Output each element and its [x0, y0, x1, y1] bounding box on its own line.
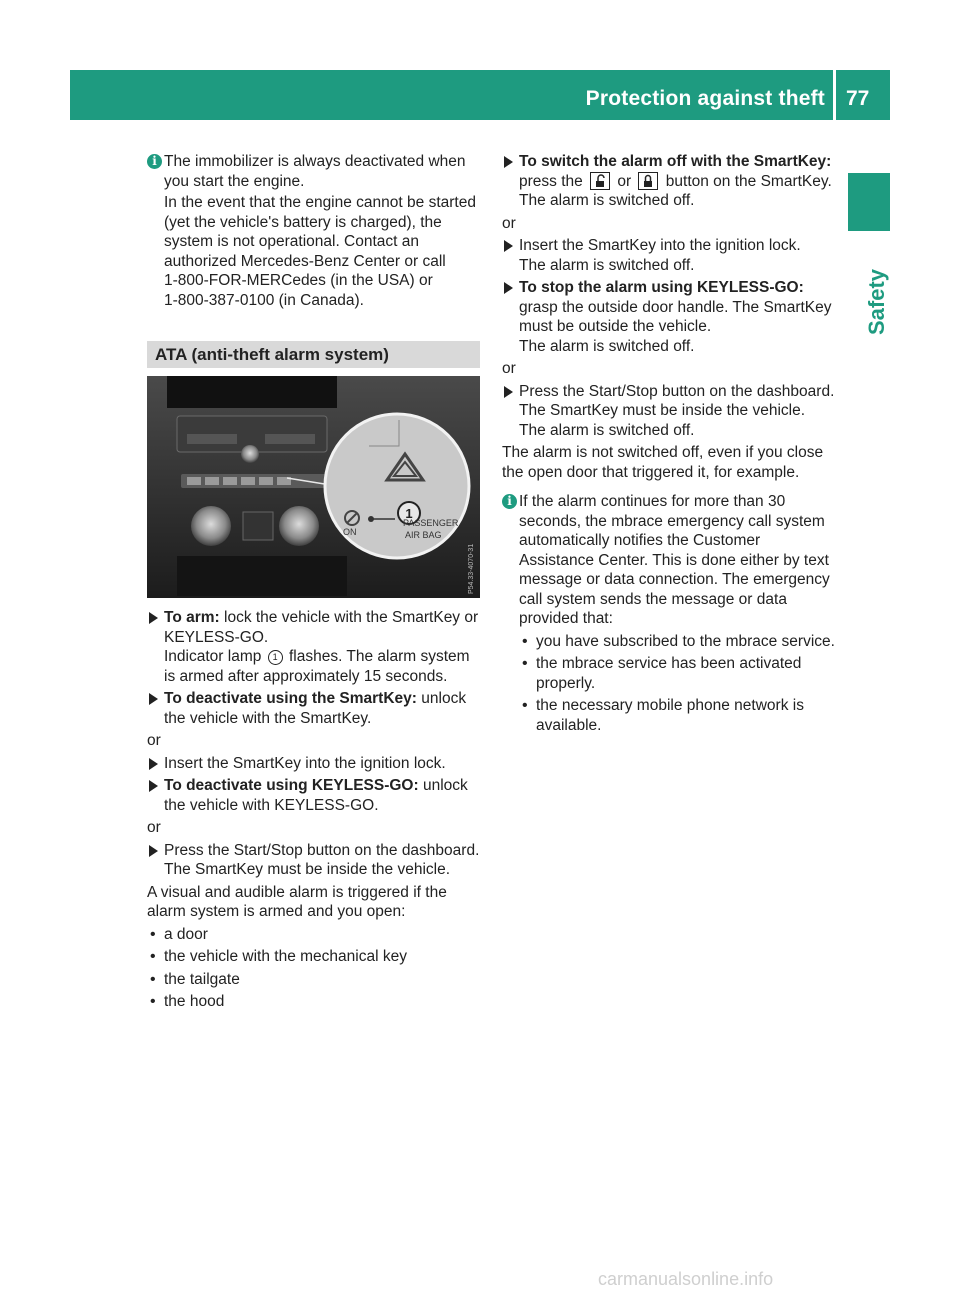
- step-arrow-icon: [504, 386, 513, 398]
- list-item-text: a door: [164, 925, 208, 943]
- bullet-icon: •: [150, 993, 156, 1010]
- step-text: Insert the SmartKey into the ignition lock.: [519, 237, 801, 254]
- footer-watermark: carmanualsonline.info: [598, 1269, 774, 1289]
- alarm-trigger-intro: A visual and audible alarm is triggered if the alarm system is armed and you open:: [147, 883, 447, 920]
- step-text: flashes. The alarm system is armed after approximately 15 seconds.: [164, 648, 470, 685]
- step-text: Insert the SmartKey into the ignition lock.: [164, 754, 446, 772]
- or-separator: or: [502, 214, 516, 232]
- step-result: The alarm is switched off.: [519, 256, 695, 274]
- step-arrow-icon: [149, 845, 158, 857]
- phone-canada: 1-800-387-0100 (in Canada).: [164, 291, 364, 309]
- section-tab-label: Safety: [864, 268, 889, 335]
- step-text: Indicator lamp: [164, 648, 266, 665]
- side-tab-marker: [848, 173, 890, 231]
- figure-label-passenger: PASSENGER: [403, 518, 459, 528]
- or-separator: or: [147, 819, 161, 836]
- step-label: To deactivate using the SmartKey:: [164, 690, 417, 707]
- bullet-icon: •: [522, 697, 528, 714]
- step-label: To stop the alarm using KEYLESS-GO:: [519, 279, 804, 296]
- step-text: Press the Start/Stop button on the dashboard. The SmartKey must be inside the vehicle.: [519, 382, 835, 419]
- phone-usa: 1-800-FOR-MERCedes (in the USA) or: [164, 272, 433, 289]
- list-item-text: the tailgate: [164, 970, 240, 988]
- list-item: [147, 947, 480, 967]
- callout-1-icon: 1: [268, 650, 283, 665]
- dashboard-illustration: [147, 376, 480, 598]
- list-item-text: you have subscribed to the mbrace service.: [536, 632, 835, 650]
- step-text: or: [613, 172, 636, 190]
- step-text: Press the Start/Stop button on the dashboard. The SmartKey must be inside the vehicle.: [164, 841, 480, 878]
- list-item: [519, 654, 836, 693]
- step-text: unlock the vehicle with KEYLESS-GO.: [164, 777, 468, 814]
- or-separator: or: [147, 732, 161, 749]
- right-column: [502, 152, 836, 735]
- step-arrow-icon: [504, 240, 513, 252]
- bullet-icon: •: [150, 925, 156, 943]
- step-stop-keyless-go: [502, 278, 836, 356]
- step-label: To deactivate using KEYLESS-GO:: [164, 777, 419, 794]
- list-item: [147, 970, 480, 990]
- info-text: In the event that the engine cannot be started (yet the vehicle's battery is charged), the system is not operational. Contact an authorized Mercedes-Benz Center or call: [164, 194, 476, 270]
- figure-label-on: ON: [343, 527, 357, 537]
- dashboard-figure: [147, 376, 480, 598]
- step-arrow-icon: [149, 780, 158, 792]
- figure-callout-1: 1: [405, 506, 413, 521]
- figure-label-airbag: AIR BAG: [405, 530, 442, 540]
- list-item: [519, 696, 836, 735]
- info-text: The immobilizer is always deactivated when you start the engine.: [164, 153, 466, 190]
- list-item-text: the necessary mobile phone network is available.: [536, 697, 804, 734]
- bullet-icon: •: [522, 655, 528, 672]
- header-divider: [833, 70, 836, 120]
- info-note-immobilizer: [147, 152, 480, 310]
- step-arrow-icon: [149, 693, 158, 705]
- or-separator: or: [502, 360, 516, 377]
- alarm-note: The alarm is not switched off, even if you close the open door that triggered it, for example.: [502, 444, 824, 481]
- list-item: [147, 925, 480, 945]
- lock-key-icon: [638, 172, 658, 190]
- step-label: To arm:: [164, 609, 220, 626]
- step-label: To switch the alarm off with the SmartKey:: [519, 153, 832, 170]
- step-press-start-stop: [147, 841, 480, 880]
- bullet-icon: •: [150, 970, 156, 988]
- step-press-start-stop: [502, 382, 836, 441]
- step-arrow-icon: [149, 612, 158, 624]
- step-switch-off-smartkey: [502, 152, 836, 211]
- list-item-text: the hood: [164, 993, 225, 1010]
- step-text: grasp the outside door handle. The SmartKey must be outside the vehicle.: [519, 298, 832, 335]
- step-insert-smartkey: [502, 236, 836, 275]
- figure-code: P54.33-4070-31: [468, 543, 475, 594]
- step-text: unlock the vehicle with the SmartKey.: [164, 690, 467, 727]
- info-icon: i: [502, 494, 517, 509]
- bullet-icon: •: [522, 632, 528, 650]
- step-deactivate-keyless-go: [147, 776, 480, 815]
- step-arrow-icon: [504, 282, 513, 294]
- step-text: lock the vehicle with the SmartKey or KEYLESS-GO.: [164, 609, 479, 646]
- list-item: [147, 992, 480, 1012]
- step-result: The alarm is switched off.: [519, 337, 695, 355]
- step-arrow-icon: [149, 758, 158, 770]
- step-result: The alarm is switched off.: [519, 421, 695, 439]
- page-number: 77: [846, 87, 870, 110]
- section-heading: ATA (anti-theft alarm system): [147, 341, 480, 368]
- info-text: If the alarm continues for more than 30 seconds, the mbrace emergency call system automatically notifies the Customer Assistance Center. This is done either by text message or data connection. The emergency call system sends the message or data provided that:: [519, 493, 830, 627]
- page-title: Protection against theft: [585, 87, 825, 110]
- step-result: The alarm is switched off.: [519, 192, 695, 209]
- left-column: [147, 152, 480, 1012]
- list-item-text: the vehicle with the mechanical key: [164, 948, 407, 965]
- step-deactivate-smartkey: [147, 689, 480, 728]
- step-to-arm: [147, 608, 480, 686]
- step-insert-smartkey: [147, 754, 480, 774]
- list-item-text: the mbrace service has been activated properly.: [536, 655, 802, 692]
- step-text: button on the SmartKey.: [661, 172, 832, 190]
- step-arrow-icon: [504, 156, 513, 168]
- step-text: press the: [519, 172, 588, 190]
- bullet-icon: •: [150, 948, 156, 965]
- info-icon: i: [147, 154, 162, 169]
- unlock-key-icon: [590, 172, 610, 190]
- list-item: [519, 632, 836, 652]
- info-note-mbrace: [502, 492, 836, 735]
